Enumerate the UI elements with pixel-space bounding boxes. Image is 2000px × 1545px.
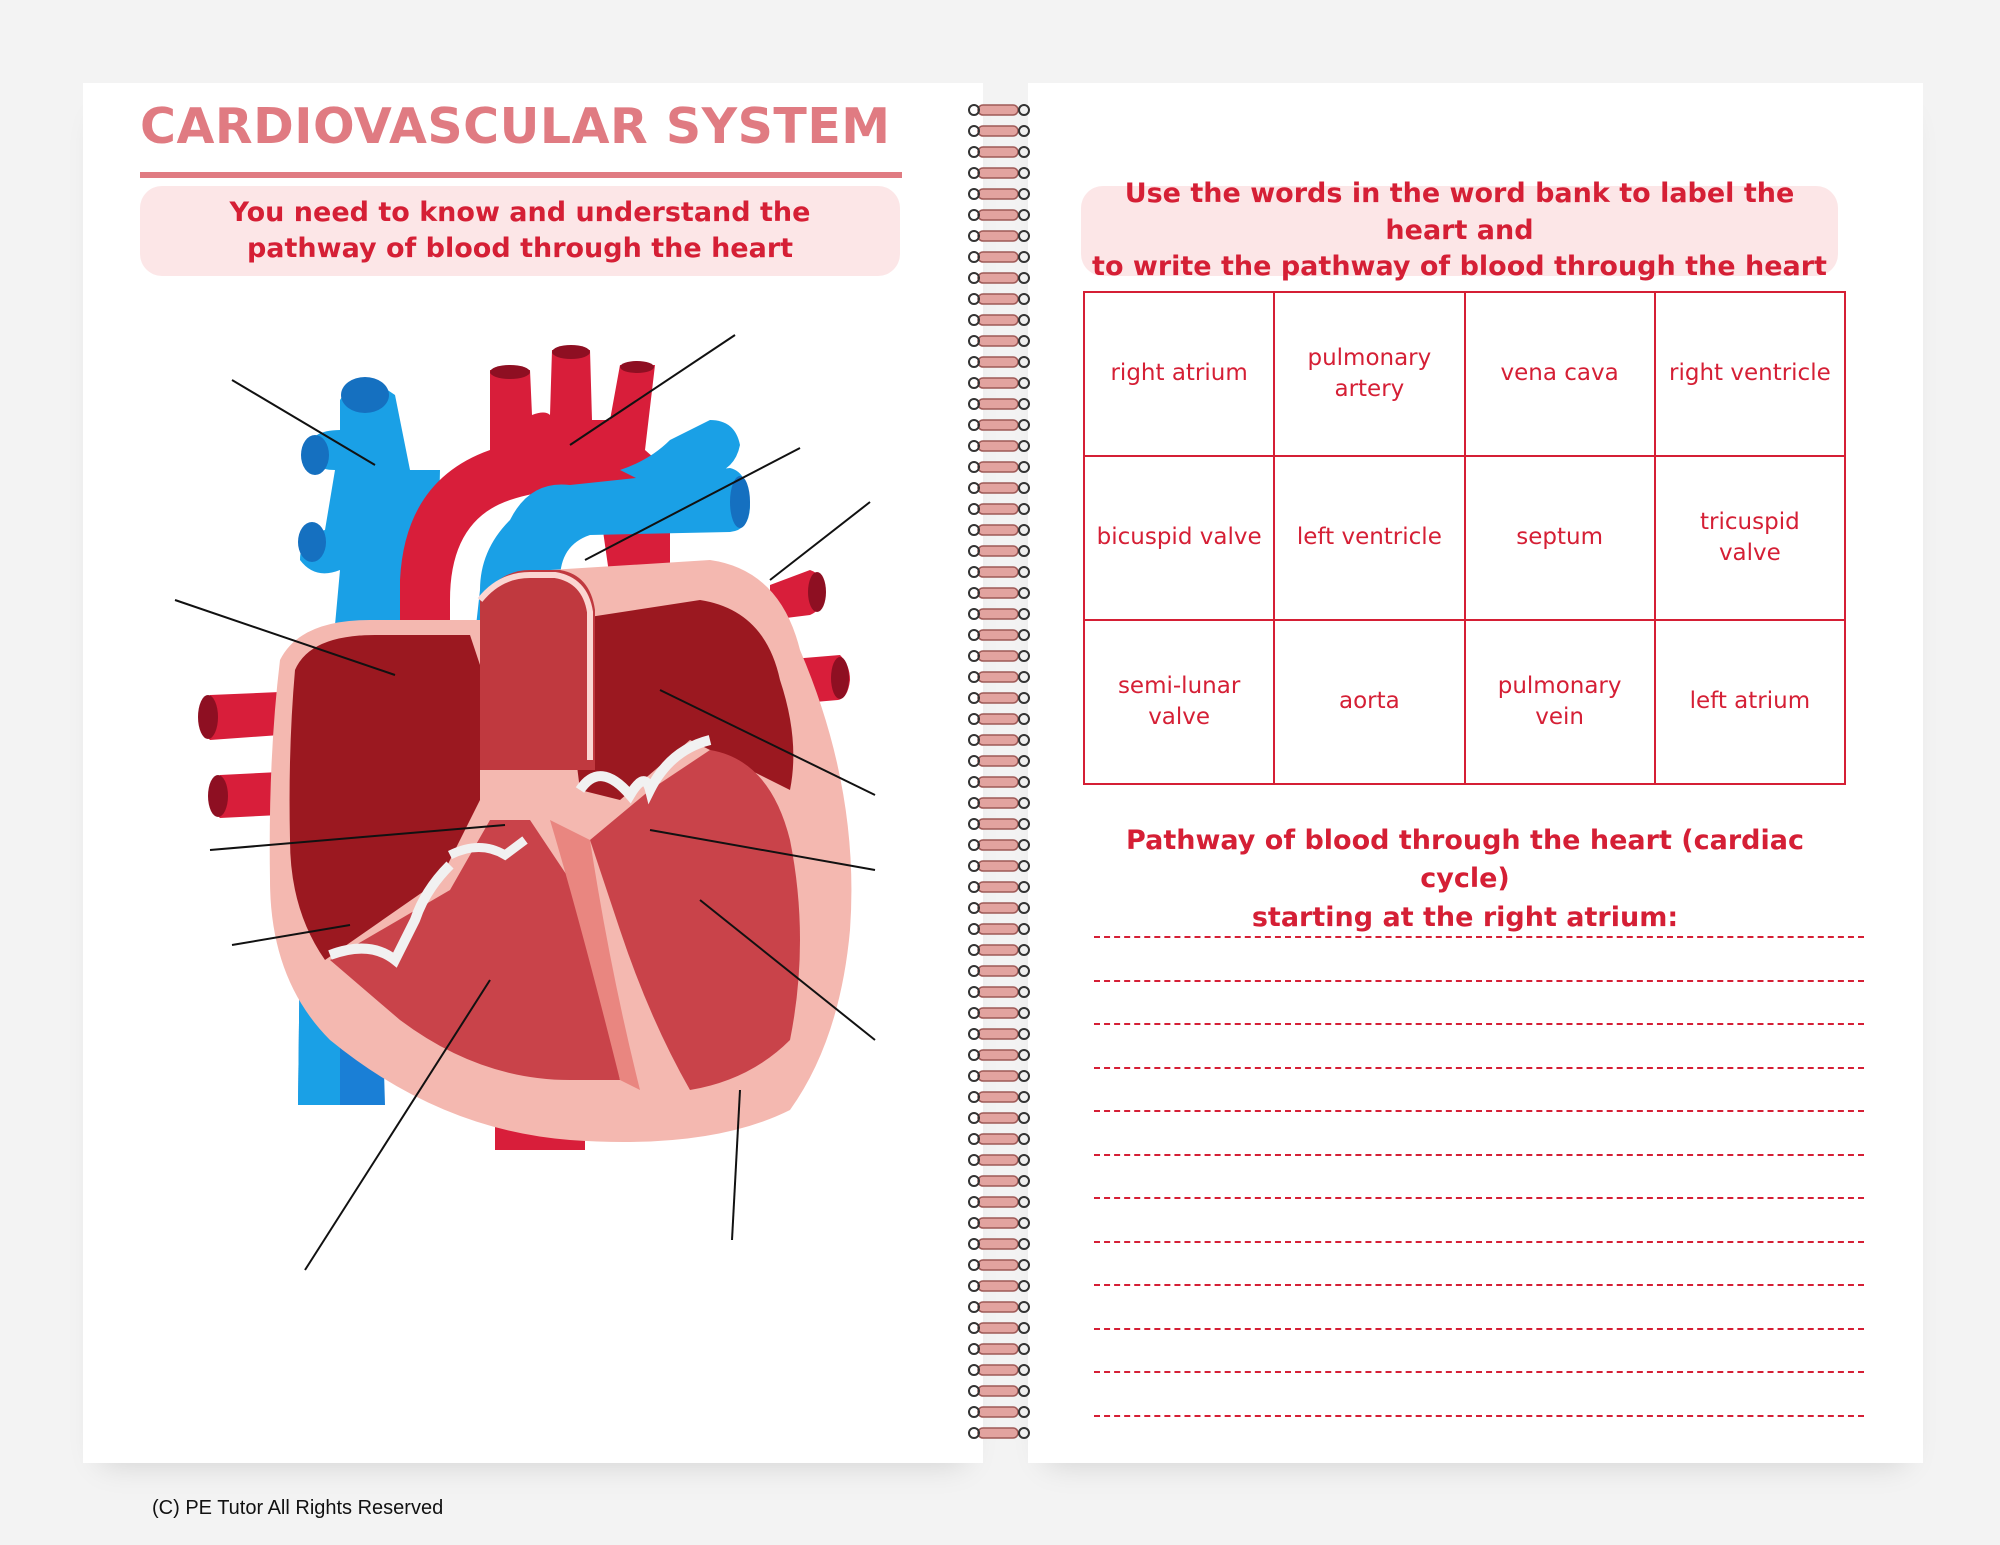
answer-line[interactable] (1094, 1284, 1864, 1286)
title-underline (140, 172, 902, 178)
intro-callout (140, 186, 900, 276)
instruction-callout (1081, 178, 1838, 283)
word-bank-cell: vena cava (1465, 292, 1655, 456)
answer-line[interactable] (1094, 1154, 1864, 1156)
answer-line[interactable] (1094, 1110, 1864, 1112)
page-title: CARDIOVASCULAR SYSTEM (140, 98, 891, 155)
answer-line[interactable] (1094, 1197, 1864, 1199)
heart-diagram (150, 320, 950, 1280)
word-bank-cell: right ventricle (1655, 292, 1845, 456)
answer-line[interactable] (1094, 1371, 1864, 1373)
word-bank-cell: tricuspid valve (1655, 456, 1845, 620)
answer-line[interactable] (1094, 1328, 1864, 1330)
word-bank-cell: pulmonary artery (1274, 292, 1464, 456)
answer-line[interactable] (1094, 1241, 1864, 1243)
word-bank-cell: left atrium (1655, 620, 1845, 784)
intro-line-2: pathway of blood through the heart (246, 233, 794, 264)
pathway-heading-line-2: starting at the right atrium: (1251, 901, 1679, 933)
pathway-heading-line-1: Pathway of blood through the heart (cardiac cycle) (1126, 825, 1804, 895)
word-bank-cell: left ventricle (1274, 456, 1464, 620)
instruction-line-2: to write the pathway of blood through the heart (1092, 251, 1827, 283)
pathway-heading (1083, 822, 1847, 937)
word-bank-cell: semi-lunar valve (1084, 620, 1274, 784)
word-bank-cell: bicuspid valve (1084, 456, 1274, 620)
answer-line[interactable] (1094, 980, 1864, 982)
answer-line[interactable] (1094, 1067, 1864, 1069)
word-bank-cell: aorta (1274, 620, 1464, 784)
word-bank-cell: septum (1465, 456, 1655, 620)
word-bank-table (1083, 291, 1846, 785)
answer-line[interactable] (1094, 1023, 1864, 1025)
word-bank-cell: right atrium (1084, 292, 1274, 456)
intro-line-1: You need to know and understand the (229, 196, 811, 228)
spiral-binding (968, 95, 1030, 1455)
copyright-notice: (C) PE Tutor All Rights Reserved (152, 1497, 444, 1519)
word-bank-cell: pulmonary vein (1465, 620, 1655, 784)
instruction-line-1: Use the words in the word bank to label the heart and (1124, 178, 1795, 246)
answer-line[interactable] (1094, 1415, 1864, 1417)
answer-line[interactable] (1094, 936, 1864, 938)
answer-lines (1094, 936, 1864, 1458)
